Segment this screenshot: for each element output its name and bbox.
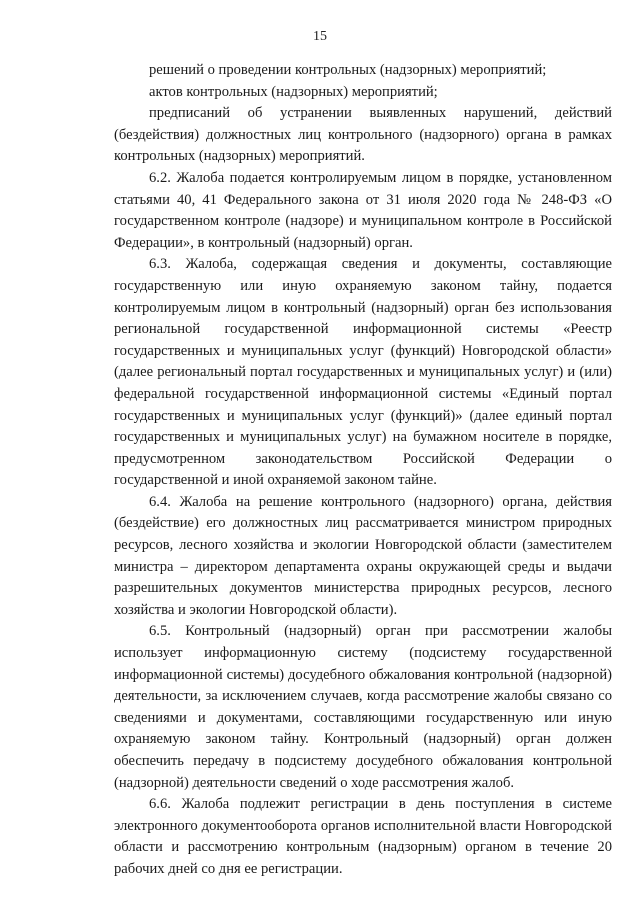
- paragraph-6-4: 6.4. Жалоба на решение контрольного (надзорного) органа, действия (бездействие) его должностных лиц рассматривается министром природных ресурсов, лесного хозяйства и экологии Новгородской области (заместителем министра – директором департамента охраны окружающей среды и выдачи разрешительных документов министерства природных ресурсов, лесного хозяйства и экологии Новгородской области).: [114, 493, 612, 618]
- paragraph-6-5: 6.5. Контрольный (надзорный) орган при рассмотрении жалобы использует информационную систему (подсистему государственной информационной системы) досудебного обжалования контрольной (надзорной) деятельности, за исключением случаев, когда рассмотрение жалобы связано со сведениями и документами, составляющими государственную или иную охраняемую законом тайну. Контрольный (надзорный) орган должен обеспечить передачу в подсистему досудебного обжалования контрольной (надзорной) деятельности сведений о ходе рассмотрения жалоб.: [114, 623, 612, 791]
- page-number: 15: [313, 29, 327, 44]
- list-item-acts: актов контрольных (надзорных) мероприятий;: [149, 83, 438, 100]
- document-body: [114, 60, 612, 881]
- paragraph-6-3: 6.3. Жалоба, содержащая сведения и документы, составляющие государственную или иную охраняемую законом тайну, подается контролируемым лицом в контрольный (надзорный) орган без использования региональной государственной информационной системы «Реестр государственных и муниципальных услуг (функций) Новгородской области» (далее региональный портал государственных и муниципальных услуг) и (или) федеральной государственной информационной системы «Единый портал государственных и муниципальных услуг (функций)» (далее единый портал государственных и муниципальных услуг) на бумажном носителе в порядке, предусмотренном законодательством Российской Федерации о государственной и иной охраняемой законом тайне.: [114, 256, 612, 489]
- list-item-decisions: решений о проведении контрольных (надзорных) мероприятий;: [149, 62, 547, 78]
- paragraph-6-6: 6.6. Жалоба подлежит регистрации в день поступления в системе электронного документооборота органов исполнительной власти Новгородской области и рассмотрению контрольным (надзорным) органом в течение 20 рабочих дней со дня ее регистрации.: [114, 796, 612, 877]
- list-item-orders: предписаний об устранении выявленных нарушений, действий (бездействия) должностных лиц контрольного (надзорного) органа в рамках контрольных (надзорных) мероприятий.: [114, 105, 612, 165]
- paragraph-6-2: 6.2. Жалоба подается контролируемым лицом в порядке, установленном статьями 40, 41 Федерального закона от 31 июля 2020 года № 248-ФЗ «О государственном контроле (надзоре) и муниципальном контроле в Российской Федерации», в контрольный (надзорный) орган.: [114, 169, 612, 251]
